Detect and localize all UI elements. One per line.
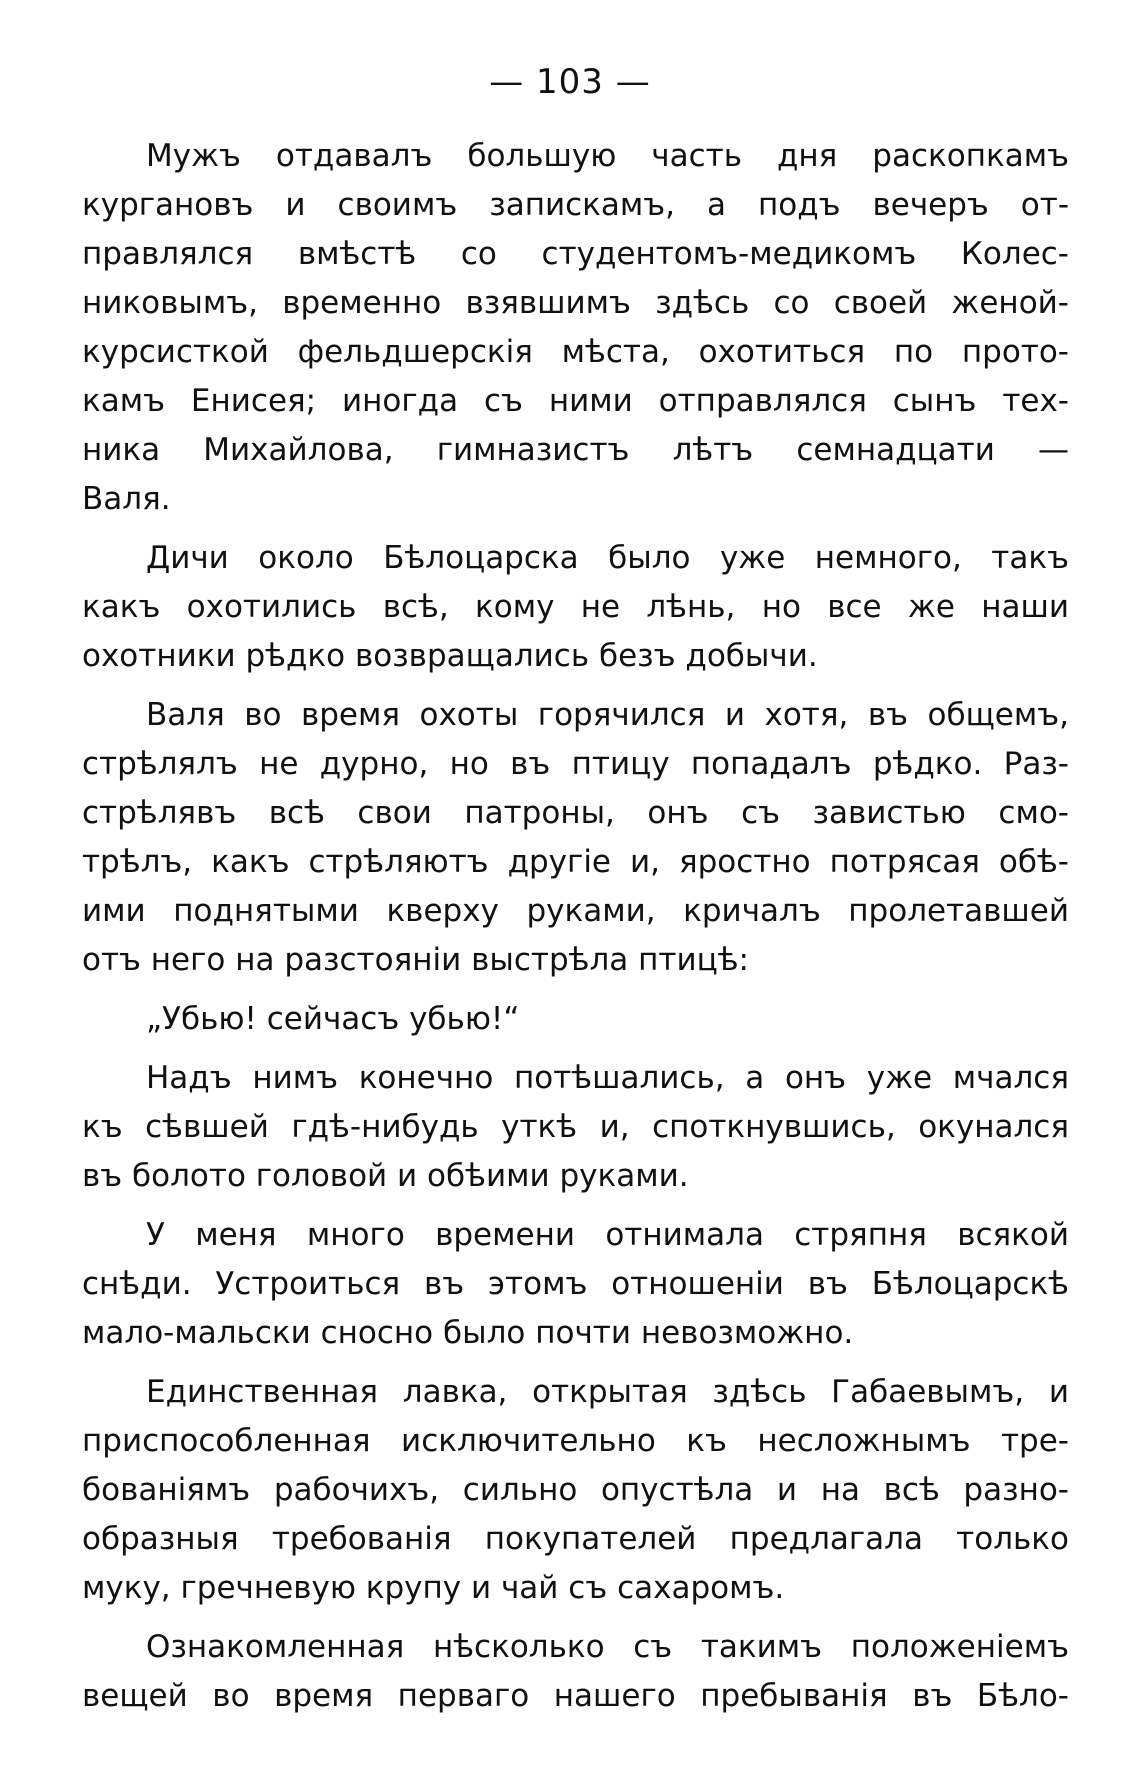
text-line: муку, гречневую крупу и чай съ сахаромъ.	[82, 1570, 785, 1606]
text-line: трѣлъ, какъ стрѣляютъ другіе и, яростно потрясая обѣ-	[82, 844, 1069, 880]
text-line: никовымъ, временно взявшимъ здѣсь со своей женой-	[82, 285, 1069, 321]
text-line: стрѣлявъ всѣ свои патроны, онъ съ завистью смо-	[82, 795, 1069, 831]
text-line: ими поднятыми кверху руками, кричалъ пролетавшей	[82, 893, 1069, 929]
text-line: камъ Енисея; иногда съ ними отправлялся сынъ тех-	[82, 383, 1069, 419]
text-line: Дичи около Бѣлоцарска было уже немного, такъ	[146, 540, 1069, 576]
text-line: въ болото головой и обѣими руками.	[82, 1158, 689, 1194]
text-line: образныя требованія покупателей предлагала только	[82, 1521, 1069, 1557]
text-line: Ознакомленная нѣсколько съ такимъ положеніемъ	[146, 1629, 1069, 1665]
text-line: Мужъ отдавалъ большую часть дня раскопкамъ	[146, 138, 1069, 174]
text-line: мало-мальски сносно было почти невозможно.	[82, 1315, 854, 1351]
text-line: какъ охотились всѣ, кому не лѣнь, но все же наши	[82, 589, 1069, 625]
text-line: У меня много времени отнимала стряпня всякой	[146, 1217, 1069, 1253]
text-line: курсисткой фельдшерскія мѣста, охотиться по прото-	[82, 334, 1069, 370]
text-line: Валя.	[82, 481, 171, 517]
text-line: Надъ нимъ конечно потѣшались, а онъ уже мчался	[146, 1060, 1069, 1096]
paragraph-4	[82, 995, 1069, 1044]
text-line: правлялся вмѣстѣ со студентомъ-медикомъ Колес-	[82, 236, 1069, 272]
text-line: къ сѣвшей гдѣ-нибудь уткѣ и, споткнувшись, окунался	[82, 1109, 1069, 1145]
text-line: Валя во время охоты горячился и хотя, въ общемъ,	[146, 697, 1069, 733]
paragraph-5	[82, 1054, 1069, 1201]
text-line: снѣди. Устроиться въ этомъ отношеніи въ Бѣлоцарскѣ	[82, 1266, 1069, 1302]
paragraph-3	[82, 691, 1069, 985]
text-line: кургановъ и своимъ запискамъ, а подъ вечеръ от-	[82, 187, 1069, 223]
text-line: бованіямъ рабочихъ, сильно опустѣла и на всѣ разно-	[82, 1472, 1069, 1508]
text-line: „Убью! сейчасъ убью!“	[146, 1001, 520, 1037]
paragraph-6	[82, 1211, 1069, 1358]
text-line: стрѣлялъ не дурно, но въ птицу попадалъ рѣдко. Раз-	[82, 746, 1069, 782]
text-line: Единственная лавка, открытая здѣсь Габаевымъ, и	[146, 1374, 1069, 1410]
text-line: вещей во время перваго нашего пребыванія въ Бѣло-	[82, 1678, 1069, 1714]
text-line: отъ него на разстояніи выстрѣла птицѣ:	[82, 942, 749, 978]
paragraph-8	[82, 1623, 1069, 1721]
text-line: охотники рѣдко возвращались безъ добычи.	[82, 638, 818, 674]
paragraph-2	[82, 534, 1069, 681]
page-number: — 103 —	[489, 62, 651, 102]
paragraph-1	[82, 132, 1069, 524]
paragraph-7	[82, 1368, 1069, 1613]
text-line: ника Михайлова, гимназистъ лѣтъ семнадцати —	[82, 432, 1069, 468]
text-line: приспособленная исключительно къ несложнымъ тре-	[82, 1423, 1069, 1459]
body-text	[82, 132, 1069, 1721]
